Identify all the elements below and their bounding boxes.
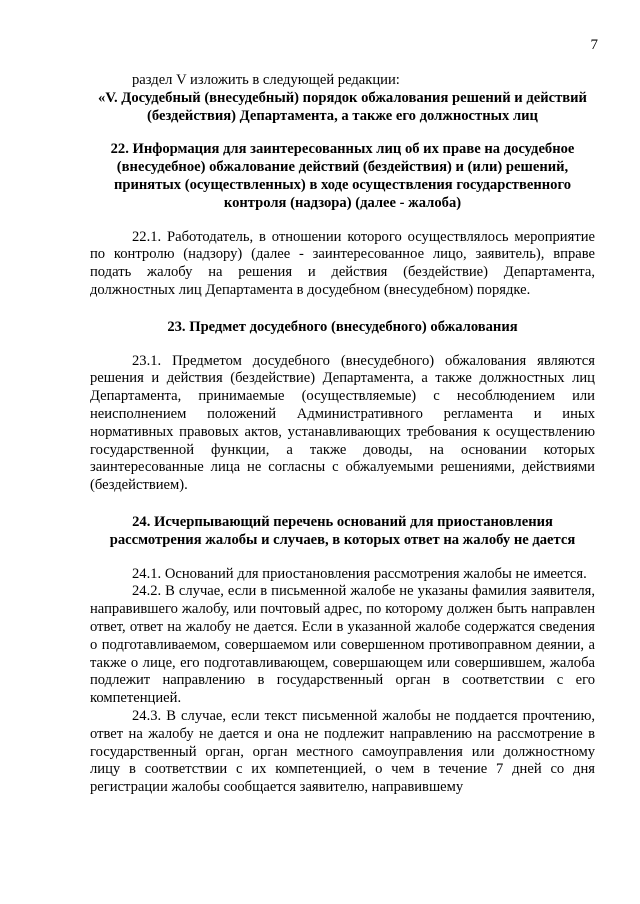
intro-line: раздел V изложить в следующей редакции: (132, 72, 400, 88)
paragraph-22-1: 22.1. Работодатель, в отношении которого осуществлялось мероприятие по контролю (надзору) (далее - заинтересованное лицо, заявитель), вправе подать жалобу на решения и действия (бездействие) Департамента, должностных лиц Департамента в досудебном (внесудебном) порядке. (90, 228, 595, 298)
paragraph-24-1: 24.1. Оснований для приостановления рассмотрения жалобы не имеется. (132, 565, 587, 582)
document-body (90, 72, 595, 797)
heading-23: 23. Предмет досудебного (внесудебного) обжалования (167, 318, 518, 335)
page-number: 7 (590, 37, 598, 53)
paragraph-24-3: 24.3. В случае, если текст письменной жалобы не поддается прочтению, ответ на жалобу не дается и она не подлежит направлению на рассмотрение в государственный орган, орган местного самоуправления или должностному лицу в соответствии с их компетенцией, о чем в течение 7 дней со дня регистрации жалобы сообщается заявителю, направившему (90, 707, 595, 796)
paragraph-24-2: 24.2. В случае, если в письменной жалобе не указаны фамилия заявителя, направившего жалобу, или почтовый адрес, по которому должен быть направлен ответ, ответ на жалобу не дается. Если в указанной жалобе содержатся сведения о подготавливаемом, совершаемом или совершенном противоправном деянии, а также о лице, его подготавливающем, совершающем или совершившем, жалоба подлежит направлению в государственный орган в соответствии с его компетенцией. (90, 583, 595, 707)
section-title: «V. Досудебный (внесудебный) порядок обжалования решений и действий (бездействия) Департамента, а также его должностных лиц (98, 89, 587, 124)
paragraph-23-1: 23.1. Предметом досудебного (внесудебного) обжалования являются решения и действия (бездействие) Департамента, а также должностных лиц Департамента, принимаемые (осуществляемые) с несоблюдением или неисполнением положений Административного регламента и иных нормативных правовых актов, устанавливающих требования к осуществлению государственной функции, а также доводы, на основании которых заинтересованные лица не согласны с обжалуемыми решениями, действиями (бездействием). (90, 352, 595, 494)
heading-24: 24. Исчерпывающий перечень оснований для приостановления рассмотрения жалобы и случаев, в которых ответ на жалобу не дается (109, 513, 576, 548)
heading-22: 22. Информация для заинтересованных лиц об их праве на досудебное (внесудебное) обжалование действий (бездействия) и (или) решений, принятых (осуществленных) в ходе осуществления государственного контроля (надзора) (далее - жалоба) (110, 141, 575, 211)
